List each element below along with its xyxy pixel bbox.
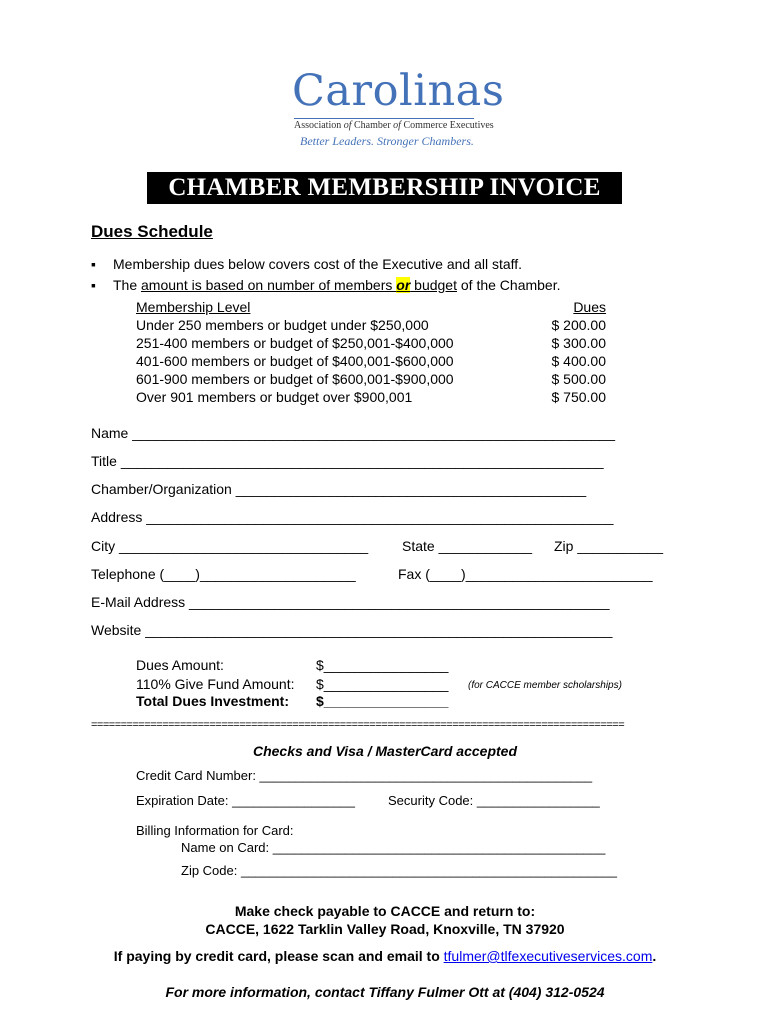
- contact-info: For more information, contact Tiffany Fulmer Ott at (404) 312-0524: [165, 984, 605, 1000]
- card-zip-code-field[interactable]: Zip Code: ____________________________________________________: [181, 863, 617, 878]
- title-field-label: Title ______________________________________________________________: [91, 453, 604, 469]
- schedule-dues: $ 750.00: [551, 389, 606, 405]
- logo-rule: [294, 118, 474, 119]
- telephone-field[interactable]: Telephone (____)____________________: [91, 566, 356, 582]
- schedule-header-row: [136, 299, 606, 317]
- city-state-zip-row: [91, 538, 677, 558]
- city-field[interactable]: City ________________________________: [91, 538, 369, 554]
- state-field[interactable]: State ____________: [402, 538, 533, 554]
- name-on-card-field[interactable]: Name on Card: ______________________________________________: [181, 840, 606, 855]
- website-field[interactable]: [91, 622, 677, 642]
- bullet-icon: ▪: [91, 277, 96, 293]
- logo-association-line: Association of Chamber of Commerce Executives: [294, 120, 494, 131]
- bullet-text-staff: Membership dues below covers cost of the Executive and all staff.: [113, 256, 523, 272]
- schedule-level: 251-400 members or budget of $250,001-$400,000: [136, 335, 454, 351]
- logo-tagline: Better Leaders. Stronger Chambers.: [300, 134, 474, 148]
- schedule-level: 401-600 members or budget of $400,001-$600,000: [136, 353, 454, 369]
- carolinas-logo: [286, 66, 505, 154]
- email-field[interactable]: [91, 594, 677, 614]
- schedule-row: [136, 353, 606, 371]
- total-dues-input[interactable]: $________________: [316, 693, 449, 709]
- organization-field[interactable]: [91, 481, 677, 501]
- dues-schedule-heading: Dues Schedule: [91, 222, 213, 241]
- address-field[interactable]: [91, 509, 677, 529]
- schedule-col-dues: Dues: [573, 299, 606, 315]
- schedule-row: [136, 371, 606, 389]
- bullet-icon: ▪: [91, 256, 96, 272]
- logo-wordmark: Carolinas: [292, 66, 505, 116]
- schedule-dues: $ 200.00: [551, 317, 606, 333]
- invoice-title: CHAMBER MEMBERSHIP INVOICE: [147, 172, 622, 204]
- schedule-level: Over 901 members or budget over $900,001: [136, 389, 413, 405]
- give-fund-input[interactable]: $________________: [316, 676, 449, 692]
- schedule-level: Under 250 members or budget under $250,000: [136, 317, 429, 333]
- payment-methods-note: Checks and Visa / MasterCard accepted: [252, 743, 518, 759]
- security-code-field[interactable]: Security Code: _________________: [388, 793, 600, 808]
- schedule-col-level: Membership Level: [136, 299, 251, 315]
- mailing-address: CACCE, 1622 Tarklin Valley Road, Knoxville, TN 37920: [205, 921, 565, 937]
- expiration-date-field[interactable]: Expiration Date: _________________: [136, 793, 356, 808]
- address-field-label: Address ____________________________________________________________: [91, 509, 614, 525]
- bullet-text-basis: The amount is based on number of members or budget of the Chamber.: [113, 277, 561, 293]
- fax-field[interactable]: Fax (____)________________________: [398, 566, 653, 582]
- name-field-label: Name ______________________________________________________________: [91, 425, 615, 441]
- billing-info-label: Billing Information for Card:: [136, 823, 294, 838]
- payable-instructions: Make check payable to CACCE and return to:: [234, 903, 536, 919]
- dues-amount-label: Dues Amount:: [136, 657, 224, 673]
- schedule-row: [136, 389, 606, 407]
- email-field-label: E-Mail Address ______________________________________________________: [91, 594, 610, 610]
- organization-field-label: Chamber/Organization _____________________________________________: [91, 481, 587, 497]
- schedule-dues: $ 400.00: [551, 353, 606, 369]
- credit-card-number-field[interactable]: Credit Card Number: ______________________________________________: [136, 768, 593, 783]
- schedule-dues: $ 300.00: [551, 335, 606, 351]
- give-fund-label: 110% Give Fund Amount:: [136, 676, 295, 692]
- total-dues-label: Total Dues Investment:: [136, 693, 289, 709]
- credit-card-instructions: If paying by credit card, please scan and email to tfulmer@tlfexecutiveservices.com.: [113, 948, 657, 964]
- title-field[interactable]: [91, 453, 677, 473]
- give-fund-note: (for CACCE member scholarships): [468, 680, 622, 691]
- schedule-row: [136, 317, 606, 335]
- name-field[interactable]: [91, 425, 677, 445]
- email-link[interactable]: tfulmer@tlfexecutiveservices.com: [443, 948, 653, 964]
- schedule-row: [136, 335, 606, 353]
- schedule-level: 601-900 members or budget of $600,001-$900,000: [136, 371, 454, 387]
- dues-amount-input[interactable]: $________________: [316, 657, 449, 673]
- zip-field[interactable]: Zip ___________: [554, 538, 663, 554]
- schedule-dues: $ 500.00: [551, 371, 606, 387]
- phone-fax-row: [91, 566, 677, 586]
- section-divider: ==========================================================================================: [91, 719, 625, 731]
- website-field-label: Website ____________________________________________________________: [91, 622, 613, 638]
